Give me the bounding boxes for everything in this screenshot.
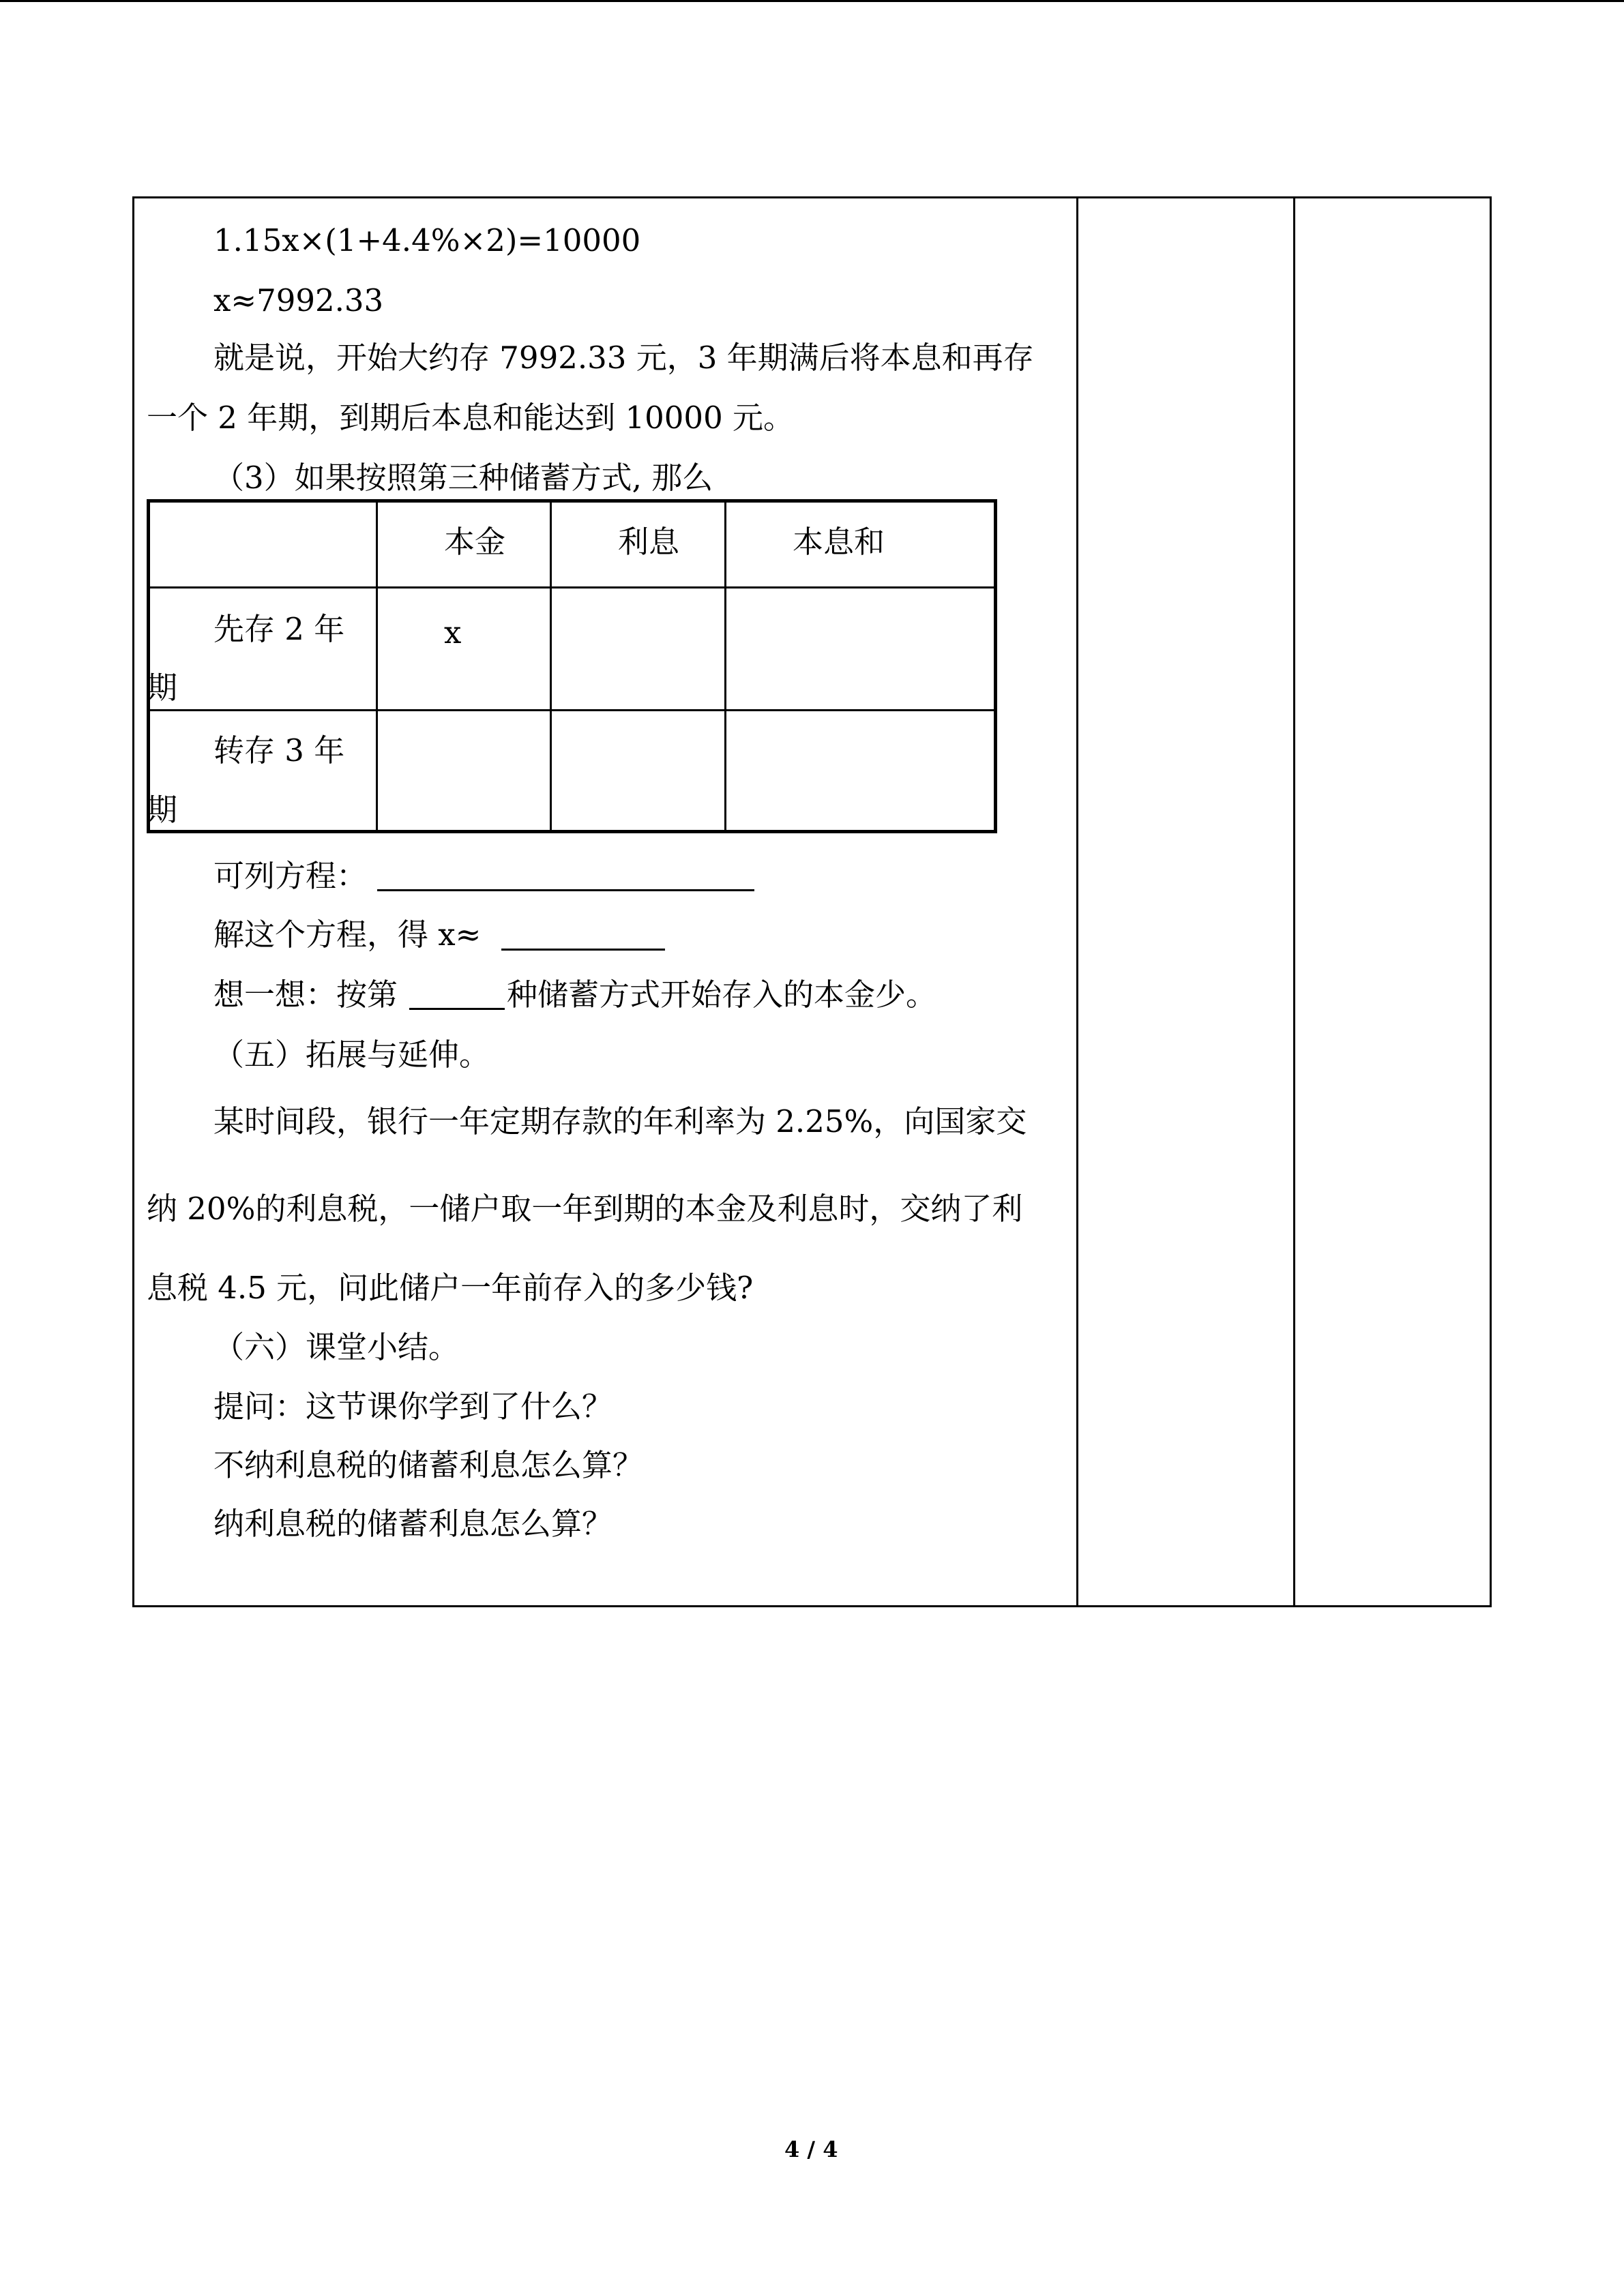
- row1-label: 先存 2 年: [213, 611, 345, 647]
- column-divider-2: [1293, 196, 1295, 1607]
- column-divider-1: [1076, 196, 1078, 1607]
- savings-table-col-line-2: [550, 499, 552, 833]
- explanation-line-1: 就是说，开始大约存 7992.33 元，3 年期满后将本息和再存: [213, 340, 1034, 376]
- header-total: 本息和: [793, 524, 885, 560]
- think-prompt-b: 种储蓄方式开始存入的本金少。: [507, 976, 937, 1013]
- explanation-line-2: 一个 2 年期，到期后本息和能达到 10000 元。: [147, 400, 795, 436]
- header-interest: 利息: [618, 524, 680, 560]
- problem-line-3: 息税 4.5 元，问此储户一年前存入的多少钱?: [147, 1270, 754, 1306]
- think-prompt-a: 想一想：按第: [213, 976, 398, 1013]
- summary-question-3: 纳利息税的储蓄利息怎么算？: [213, 1506, 613, 1542]
- section-5-heading: （五）拓展与延伸。: [213, 1037, 490, 1073]
- problem-line-1: 某时间段，银行一年定期存款的年利率为 2.25%，向国家交: [213, 1103, 1027, 1139]
- savings-table-row-line-2: [147, 709, 997, 711]
- equation-blank: [377, 889, 754, 891]
- section-6-heading: （六）课堂小结。: [213, 1329, 460, 1365]
- third-method-intro: （3）如果按照第三种储蓄方式, 那么: [213, 460, 713, 496]
- equation-line: 1.15x×(1+4.4%×2)=10000: [213, 222, 641, 258]
- row1-label-cont: 期: [147, 670, 178, 706]
- solve-blank: [501, 949, 665, 951]
- row1-principal: x: [444, 614, 462, 651]
- summary-question-1: 提问：这节课你学到了什么？: [213, 1388, 613, 1425]
- row2-label: 转存 3 年: [213, 732, 345, 769]
- row2-label-cont: 期: [147, 792, 178, 828]
- problem-line-2: 纳 20%的利息税，一储户取一年到期的本金及利息时，交纳了利: [147, 1191, 1023, 1227]
- page-number: 4 / 4: [784, 2136, 838, 2162]
- savings-table-col-line-1: [376, 499, 378, 833]
- summary-question-2: 不纳利息税的储蓄利息怎么算？: [213, 1447, 644, 1483]
- top-border: [0, 0, 1624, 2]
- solution-line: x≈7992.33: [213, 282, 384, 318]
- solve-prompt: 解这个方程，得 x≈: [213, 916, 482, 953]
- header-principal: 本金: [444, 524, 506, 560]
- savings-table-col-line-3: [724, 499, 726, 833]
- savings-table-row-line-1: [147, 586, 997, 588]
- think-blank: [409, 1008, 505, 1010]
- equation-prompt: 可列方程：: [213, 858, 368, 894]
